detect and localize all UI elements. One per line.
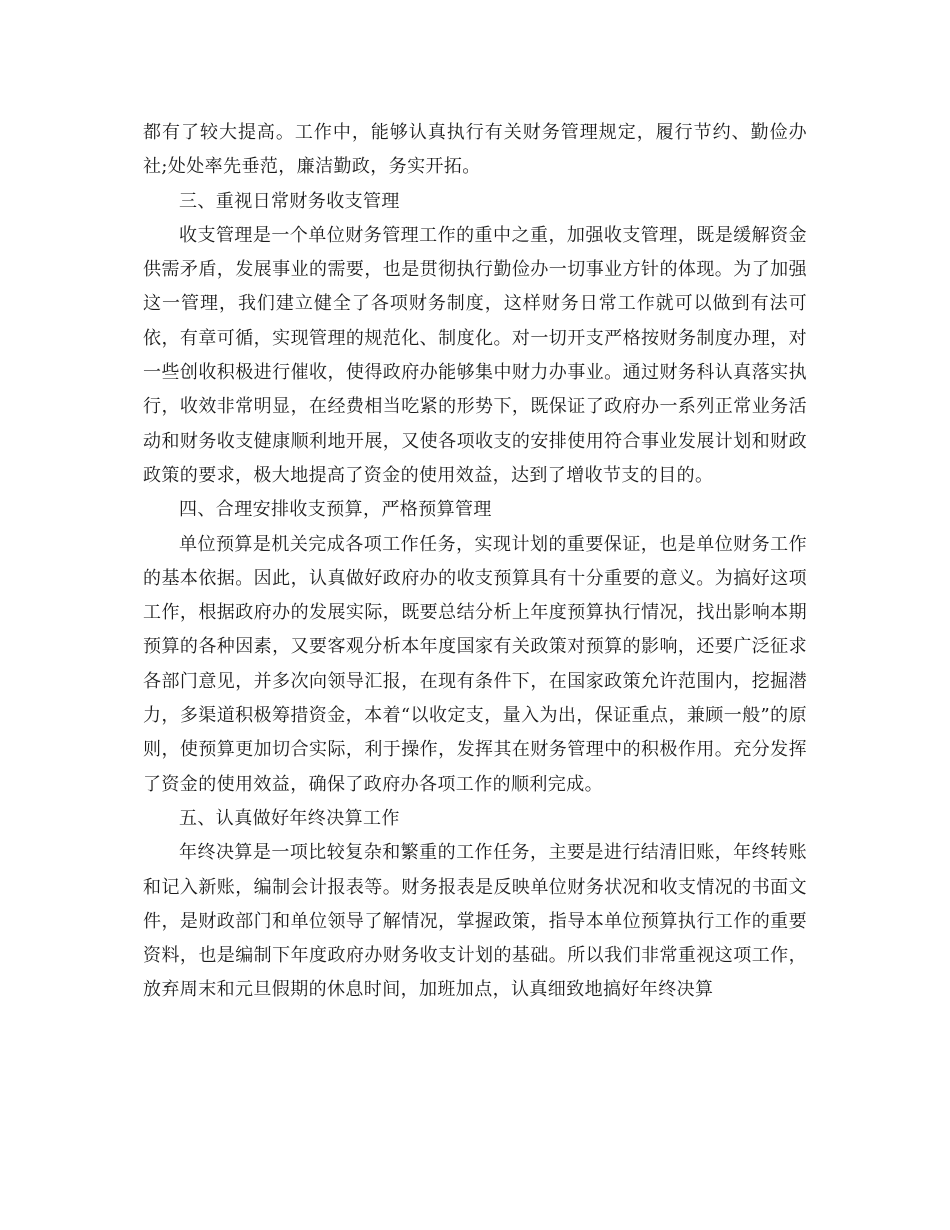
document-body: [143, 116, 807, 1008]
paragraph-body: 年终决算是一项比较复杂和繁重的工作任务，主要是进行结清旧账，年终转账和记入新账，编制会计报表等。财务报表是反映单位财务状况和收支情况的书面文件，是财政部门和单位领导了解情况，掌握政策，指导本单位预算执行工作的重要资料，也是编制下年度政府办财务收支计划的基础。所以我们非常重视这项工作，放弃周末和元旦假期的休息时间，加班加点，认真细致地搞好年终决算: [143, 842, 807, 1001]
section-heading-4: 四、合理安排收支预算，严格预算管理: [179, 499, 492, 521]
paragraph-continued: 都有了较大提高。工作中，能够认真执行有关财务管理规定，履行节约、勤俭办社;处处率先垂范，廉洁勤政，务实开拓。: [143, 122, 807, 178]
section-heading-3: 三、重视日常财务收支管理: [179, 190, 400, 212]
section-heading-5: 五、认真做好年终决算工作: [179, 807, 400, 829]
paragraph-body: 单位预算是机关完成各项工作任务，实现计划的重要保证，也是单位财务工作的基本依据。因此，认真做好政府办的收支预算具有十分重要的意义。为搞好这项工作，根据政府办的发展实际，既要总结分析上年度预算执行情况，找出影响本期预算的各种因素，又要客观分析本年度国家有关政策对预算的影响，还要广泛征求各部门意见，并多次向领导汇报，在现有条件下，在国家政策允许范围内，挖掘潜力，多渠道积极筹措资金，本着“以收定支，量入为出，保证重点，兼顾一般”的原则，使预算更加切合实际，利于操作，发挥其在财务管理中的积极作用。充分发挥了资金的使用效益，确保了政府办各项工作的顺利完成。: [143, 533, 807, 795]
paragraph-body: 收支管理是一个单位财务管理工作的重中之重，加强收支管理，既是缓解资金供需矛盾，发展事业的需要，也是贯彻执行勤俭办一切事业方针的体现。为了加强这一管理，我们建立健全了各项财务制度，这样财务日常工作就可以做到有法可依，有章可循，实现管理的规范化、制度化。对一切开支严格按财务制度办理，对一些创收积极进行催收，使得政府办能够集中财力办事业。通过财务科认真落实执行，收效非常明显，在经费相当吃紧的形势下，既保证了政府办一系列正常业务活动和财务收支健康顺利地开展，又使各项收支的安排使用符合事业发展计划和财政政策的要求，极大地提高了资金的使用效益，达到了增收节支的目的。: [143, 224, 807, 486]
